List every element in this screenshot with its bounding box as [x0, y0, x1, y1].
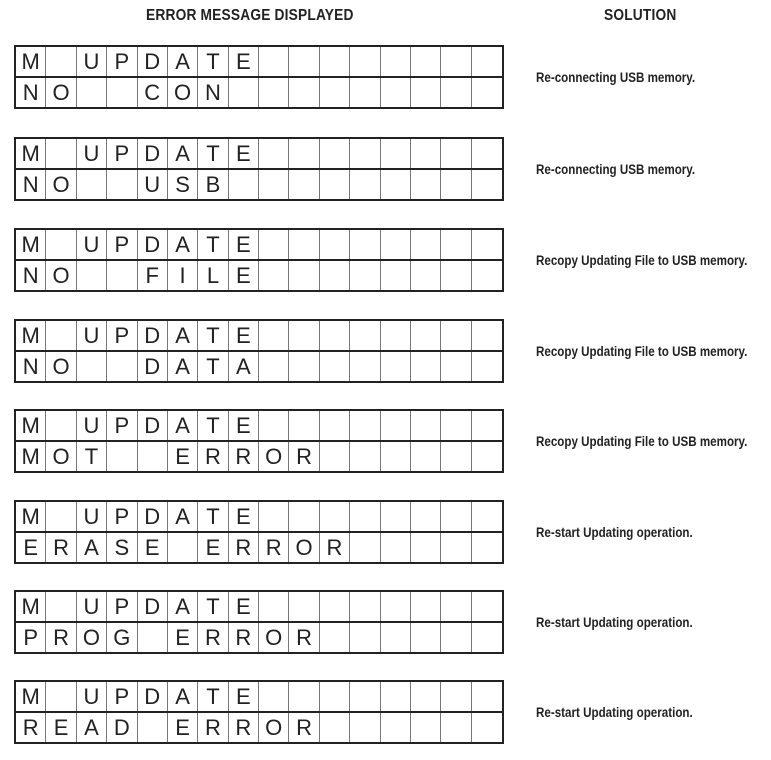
lcd-cell: R	[259, 533, 289, 562]
lcd-cell	[259, 592, 289, 621]
lcd-cell	[411, 713, 441, 742]
lcd-cell: P	[107, 682, 137, 711]
lcd-cell: A	[168, 230, 198, 259]
lcd-cell: R	[46, 623, 76, 652]
lcd-cell	[259, 261, 289, 290]
lcd-cell	[472, 139, 502, 168]
lcd-line-2	[16, 76, 502, 107]
error-row	[14, 590, 764, 652]
lcd-cell: U	[77, 592, 107, 621]
error-row	[14, 137, 764, 199]
lcd-cell: E	[229, 682, 259, 711]
lcd-cell: U	[138, 170, 168, 199]
lcd-cell	[381, 713, 411, 742]
lcd-cell: D	[138, 502, 168, 531]
lcd-cell	[472, 230, 502, 259]
lcd-cell	[381, 533, 411, 562]
lcd-display	[14, 409, 504, 473]
lcd-cell	[472, 78, 502, 107]
lcd-cell: A	[168, 502, 198, 531]
lcd-cell	[289, 170, 319, 199]
lcd-cell	[320, 592, 350, 621]
lcd-cell	[472, 682, 502, 711]
lcd-cell	[381, 139, 411, 168]
lcd-cell	[441, 502, 471, 531]
lcd-cell: D	[138, 321, 168, 350]
lcd-cell	[46, 321, 76, 350]
lcd-cell	[472, 170, 502, 199]
solution-header: SOLUTION	[604, 7, 677, 24]
lcd-cell	[138, 713, 168, 742]
error-row	[14, 319, 764, 381]
lcd-cell	[472, 47, 502, 76]
lcd-cell	[350, 352, 380, 381]
lcd-cell: E	[229, 139, 259, 168]
lcd-cell: N	[16, 261, 46, 290]
lcd-cell	[411, 623, 441, 652]
lcd-cell: A	[168, 682, 198, 711]
lcd-cell	[441, 139, 471, 168]
lcd-cell: F	[138, 261, 168, 290]
lcd-cell: P	[107, 47, 137, 76]
solution-text: Re-connecting USB memory.	[536, 69, 696, 85]
lcd-display	[14, 590, 504, 654]
lcd-cell: T	[198, 47, 228, 76]
lcd-cell	[107, 170, 137, 199]
lcd-cell	[259, 78, 289, 107]
lcd-cell: U	[77, 230, 107, 259]
lcd-cell	[411, 682, 441, 711]
lcd-cell: D	[138, 682, 168, 711]
lcd-cell: O	[259, 713, 289, 742]
lcd-cell	[411, 47, 441, 76]
lcd-line-2	[16, 621, 502, 652]
lcd-cell: R	[198, 442, 228, 471]
solution-text: Re-start Updating operation.	[536, 614, 693, 630]
lcd-cell	[441, 47, 471, 76]
lcd-cell	[411, 352, 441, 381]
lcd-cell	[289, 230, 319, 259]
lcd-cell: U	[77, 502, 107, 531]
lcd-display	[14, 680, 504, 744]
lcd-cell: R	[320, 533, 350, 562]
lcd-cell: I	[168, 261, 198, 290]
lcd-display	[14, 228, 504, 292]
lcd-display	[14, 137, 504, 201]
lcd-cell	[259, 411, 289, 440]
lcd-cell: S	[107, 533, 137, 562]
lcd-display	[14, 500, 504, 564]
lcd-cell: T	[198, 139, 228, 168]
lcd-cell: A	[77, 713, 107, 742]
lcd-cell: U	[77, 47, 107, 76]
lcd-cell	[441, 442, 471, 471]
lcd-cell	[441, 623, 471, 652]
lcd-cell	[289, 47, 319, 76]
lcd-cell: R	[198, 623, 228, 652]
lcd-cell	[381, 623, 411, 652]
lcd-cell: A	[229, 352, 259, 381]
lcd-cell: U	[77, 411, 107, 440]
lcd-cell: O	[289, 533, 319, 562]
lcd-cell: E	[138, 533, 168, 562]
solution-text: Re-start Updating operation.	[536, 524, 693, 540]
lcd-cell	[441, 230, 471, 259]
lcd-cell: A	[168, 321, 198, 350]
lcd-cell	[289, 78, 319, 107]
lcd-cell: A	[168, 592, 198, 621]
lcd-cell: A	[168, 47, 198, 76]
lcd-cell	[411, 592, 441, 621]
solution-text: Recopy Updating File to USB memory.	[536, 252, 748, 268]
lcd-cell: P	[107, 592, 137, 621]
lcd-cell	[441, 682, 471, 711]
lcd-cell	[289, 139, 319, 168]
lcd-cell	[320, 623, 350, 652]
lcd-cell	[320, 170, 350, 199]
lcd-cell: O	[46, 261, 76, 290]
lcd-cell	[350, 623, 380, 652]
lcd-cell	[289, 502, 319, 531]
lcd-cell: D	[138, 139, 168, 168]
error-row	[14, 409, 764, 471]
lcd-line-2	[16, 350, 502, 381]
lcd-cell: R	[289, 623, 319, 652]
error-row	[14, 500, 764, 562]
lcd-cell	[320, 47, 350, 76]
lcd-cell	[441, 352, 471, 381]
lcd-cell: R	[229, 623, 259, 652]
lcd-cell: A	[168, 139, 198, 168]
lcd-line-1	[16, 139, 502, 168]
lcd-cell	[320, 682, 350, 711]
lcd-cell	[381, 321, 411, 350]
lcd-cell	[259, 47, 289, 76]
lcd-cell	[320, 713, 350, 742]
lcd-cell: T	[198, 502, 228, 531]
lcd-cell	[259, 139, 289, 168]
lcd-cell	[77, 261, 107, 290]
lcd-cell: O	[168, 78, 198, 107]
lcd-cell	[320, 321, 350, 350]
lcd-cell	[381, 592, 411, 621]
lcd-cell	[107, 442, 137, 471]
lcd-cell	[441, 411, 471, 440]
lcd-cell: O	[259, 442, 289, 471]
lcd-cell	[259, 352, 289, 381]
lcd-line-1	[16, 502, 502, 531]
lcd-cell	[320, 230, 350, 259]
lcd-line-2	[16, 711, 502, 742]
lcd-cell: G	[107, 623, 137, 652]
lcd-cell	[411, 170, 441, 199]
lcd-cell: R	[229, 533, 259, 562]
lcd-cell	[411, 261, 441, 290]
lcd-cell	[289, 261, 319, 290]
lcd-cell	[441, 533, 471, 562]
lcd-line-1	[16, 682, 502, 711]
solution-text: Re-connecting USB memory.	[536, 161, 696, 177]
lcd-cell	[259, 502, 289, 531]
lcd-cell: D	[107, 713, 137, 742]
lcd-cell	[77, 170, 107, 199]
lcd-cell: U	[77, 139, 107, 168]
lcd-cell	[472, 352, 502, 381]
lcd-line-1	[16, 47, 502, 76]
solution-text: Recopy Updating File to USB memory.	[536, 433, 748, 449]
lcd-cell	[168, 533, 198, 562]
lcd-cell	[381, 352, 411, 381]
lcd-cell	[411, 139, 441, 168]
lcd-cell: D	[138, 411, 168, 440]
lcd-cell: E	[168, 623, 198, 652]
lcd-cell	[472, 261, 502, 290]
lcd-cell: E	[229, 47, 259, 76]
error-row	[14, 680, 764, 742]
lcd-cell	[411, 502, 441, 531]
lcd-line-1	[16, 230, 502, 259]
lcd-cell: E	[168, 442, 198, 471]
lcd-cell: E	[229, 321, 259, 350]
lcd-cell	[441, 592, 471, 621]
lcd-cell	[381, 411, 411, 440]
lcd-cell: D	[138, 592, 168, 621]
lcd-cell	[472, 321, 502, 350]
lcd-cell: E	[198, 533, 228, 562]
lcd-cell	[411, 442, 441, 471]
lcd-cell	[472, 592, 502, 621]
lcd-cell	[138, 442, 168, 471]
lcd-cell: U	[77, 682, 107, 711]
lcd-cell	[350, 502, 380, 531]
solution-text: Re-start Updating operation.	[536, 704, 693, 720]
solution-text: Recopy Updating File to USB memory.	[536, 343, 748, 359]
lcd-cell: A	[168, 352, 198, 381]
lcd-cell	[320, 78, 350, 107]
lcd-line-2	[16, 531, 502, 562]
lcd-cell: E	[16, 533, 46, 562]
lcd-cell	[107, 352, 137, 381]
lcd-cell	[381, 442, 411, 471]
lcd-cell	[46, 230, 76, 259]
lcd-cell	[472, 623, 502, 652]
lcd-cell: P	[107, 502, 137, 531]
lcd-cell	[472, 502, 502, 531]
lcd-cell	[350, 682, 380, 711]
lcd-cell: E	[229, 592, 259, 621]
lcd-cell	[229, 170, 259, 199]
lcd-cell: P	[107, 139, 137, 168]
lcd-cell: A	[77, 533, 107, 562]
lcd-cell: R	[289, 713, 319, 742]
lcd-cell	[46, 411, 76, 440]
lcd-cell	[350, 411, 380, 440]
lcd-cell	[350, 78, 380, 107]
lcd-cell: D	[138, 352, 168, 381]
lcd-cell	[350, 170, 380, 199]
lcd-cell	[350, 139, 380, 168]
lcd-cell: U	[77, 321, 107, 350]
lcd-cell	[472, 713, 502, 742]
lcd-cell: T	[198, 592, 228, 621]
lcd-cell: O	[46, 352, 76, 381]
lcd-cell: S	[168, 170, 198, 199]
lcd-cell	[289, 682, 319, 711]
lcd-cell	[472, 442, 502, 471]
lcd-cell: T	[77, 442, 107, 471]
lcd-cell: P	[107, 230, 137, 259]
lcd-cell: A	[168, 411, 198, 440]
lcd-cell	[320, 442, 350, 471]
lcd-cell: O	[46, 442, 76, 471]
lcd-cell	[441, 170, 471, 199]
lcd-cell: E	[229, 230, 259, 259]
lcd-cell: T	[198, 682, 228, 711]
lcd-display	[14, 45, 504, 109]
lcd-cell	[46, 47, 76, 76]
lcd-cell	[441, 321, 471, 350]
lcd-cell: M	[16, 47, 46, 76]
lcd-cell	[46, 592, 76, 621]
lcd-cell: L	[198, 261, 228, 290]
lcd-cell	[46, 139, 76, 168]
lcd-cell: T	[198, 411, 228, 440]
lcd-cell: T	[198, 352, 228, 381]
lcd-cell: R	[16, 713, 46, 742]
lcd-cell: R	[289, 442, 319, 471]
lcd-cell: N	[198, 78, 228, 107]
lcd-cell	[320, 502, 350, 531]
lcd-cell: R	[198, 713, 228, 742]
lcd-cell: R	[46, 533, 76, 562]
error-row	[14, 45, 764, 107]
lcd-cell: M	[16, 139, 46, 168]
lcd-cell	[350, 321, 380, 350]
lcd-cell	[350, 442, 380, 471]
lcd-cell: M	[16, 321, 46, 350]
lcd-cell	[289, 321, 319, 350]
lcd-cell	[46, 682, 76, 711]
lcd-cell	[472, 411, 502, 440]
lcd-cell	[350, 533, 380, 562]
lcd-cell	[259, 170, 289, 199]
lcd-cell	[411, 533, 441, 562]
lcd-cell	[441, 713, 471, 742]
lcd-cell	[441, 78, 471, 107]
lcd-cell: R	[229, 713, 259, 742]
lcd-cell: N	[16, 170, 46, 199]
lcd-cell	[107, 78, 137, 107]
lcd-cell: R	[229, 442, 259, 471]
lcd-cell: M	[16, 502, 46, 531]
lcd-cell: E	[229, 411, 259, 440]
lcd-cell: E	[229, 502, 259, 531]
lcd-cell: N	[16, 78, 46, 107]
lcd-cell	[289, 592, 319, 621]
lcd-cell	[350, 592, 380, 621]
lcd-cell	[350, 230, 380, 259]
error-row	[14, 228, 764, 290]
lcd-cell: B	[198, 170, 228, 199]
lcd-cell	[381, 682, 411, 711]
lcd-cell: C	[138, 78, 168, 107]
lcd-cell	[381, 47, 411, 76]
lcd-cell	[381, 170, 411, 199]
lcd-cell	[381, 78, 411, 107]
lcd-line-2	[16, 168, 502, 199]
lcd-cell	[411, 411, 441, 440]
lcd-cell	[77, 352, 107, 381]
lcd-display	[14, 319, 504, 383]
lcd-cell	[350, 47, 380, 76]
lcd-cell: T	[198, 321, 228, 350]
error-message-header: ERROR MESSAGE DISPLAYED	[146, 7, 354, 24]
lcd-cell	[472, 533, 502, 562]
lcd-cell: M	[16, 411, 46, 440]
lcd-cell	[381, 261, 411, 290]
lcd-cell: O	[259, 623, 289, 652]
lcd-cell	[320, 139, 350, 168]
lcd-cell: P	[107, 321, 137, 350]
lcd-cell	[320, 352, 350, 381]
lcd-cell: M	[16, 592, 46, 621]
lcd-cell: O	[46, 170, 76, 199]
lcd-cell	[77, 78, 107, 107]
lcd-cell: M	[16, 442, 46, 471]
lcd-cell	[259, 230, 289, 259]
lcd-cell	[320, 411, 350, 440]
lcd-cell	[107, 261, 137, 290]
lcd-cell: T	[198, 230, 228, 259]
lcd-cell	[259, 321, 289, 350]
lcd-cell	[350, 261, 380, 290]
lcd-cell: E	[46, 713, 76, 742]
lcd-cell: O	[77, 623, 107, 652]
lcd-line-1	[16, 411, 502, 440]
lcd-line-1	[16, 321, 502, 350]
lcd-cell	[381, 230, 411, 259]
lcd-cell	[411, 78, 441, 107]
lcd-cell	[289, 411, 319, 440]
lcd-cell	[46, 502, 76, 531]
lcd-cell: E	[168, 713, 198, 742]
lcd-cell	[259, 682, 289, 711]
lcd-line-2	[16, 259, 502, 290]
lcd-cell	[350, 713, 380, 742]
lcd-cell: D	[138, 230, 168, 259]
lcd-cell	[138, 623, 168, 652]
lcd-cell: D	[138, 47, 168, 76]
lcd-cell: M	[16, 230, 46, 259]
lcd-cell	[411, 230, 441, 259]
lcd-cell: P	[107, 411, 137, 440]
lcd-line-1	[16, 592, 502, 621]
lcd-cell	[441, 261, 471, 290]
lcd-cell: P	[16, 623, 46, 652]
lcd-cell	[381, 502, 411, 531]
lcd-cell	[320, 261, 350, 290]
lcd-cell: M	[16, 682, 46, 711]
lcd-cell	[229, 78, 259, 107]
lcd-cell	[411, 321, 441, 350]
lcd-cell: O	[46, 78, 76, 107]
lcd-cell: E	[229, 261, 259, 290]
lcd-line-2	[16, 440, 502, 471]
lcd-cell: N	[16, 352, 46, 381]
lcd-cell	[289, 352, 319, 381]
